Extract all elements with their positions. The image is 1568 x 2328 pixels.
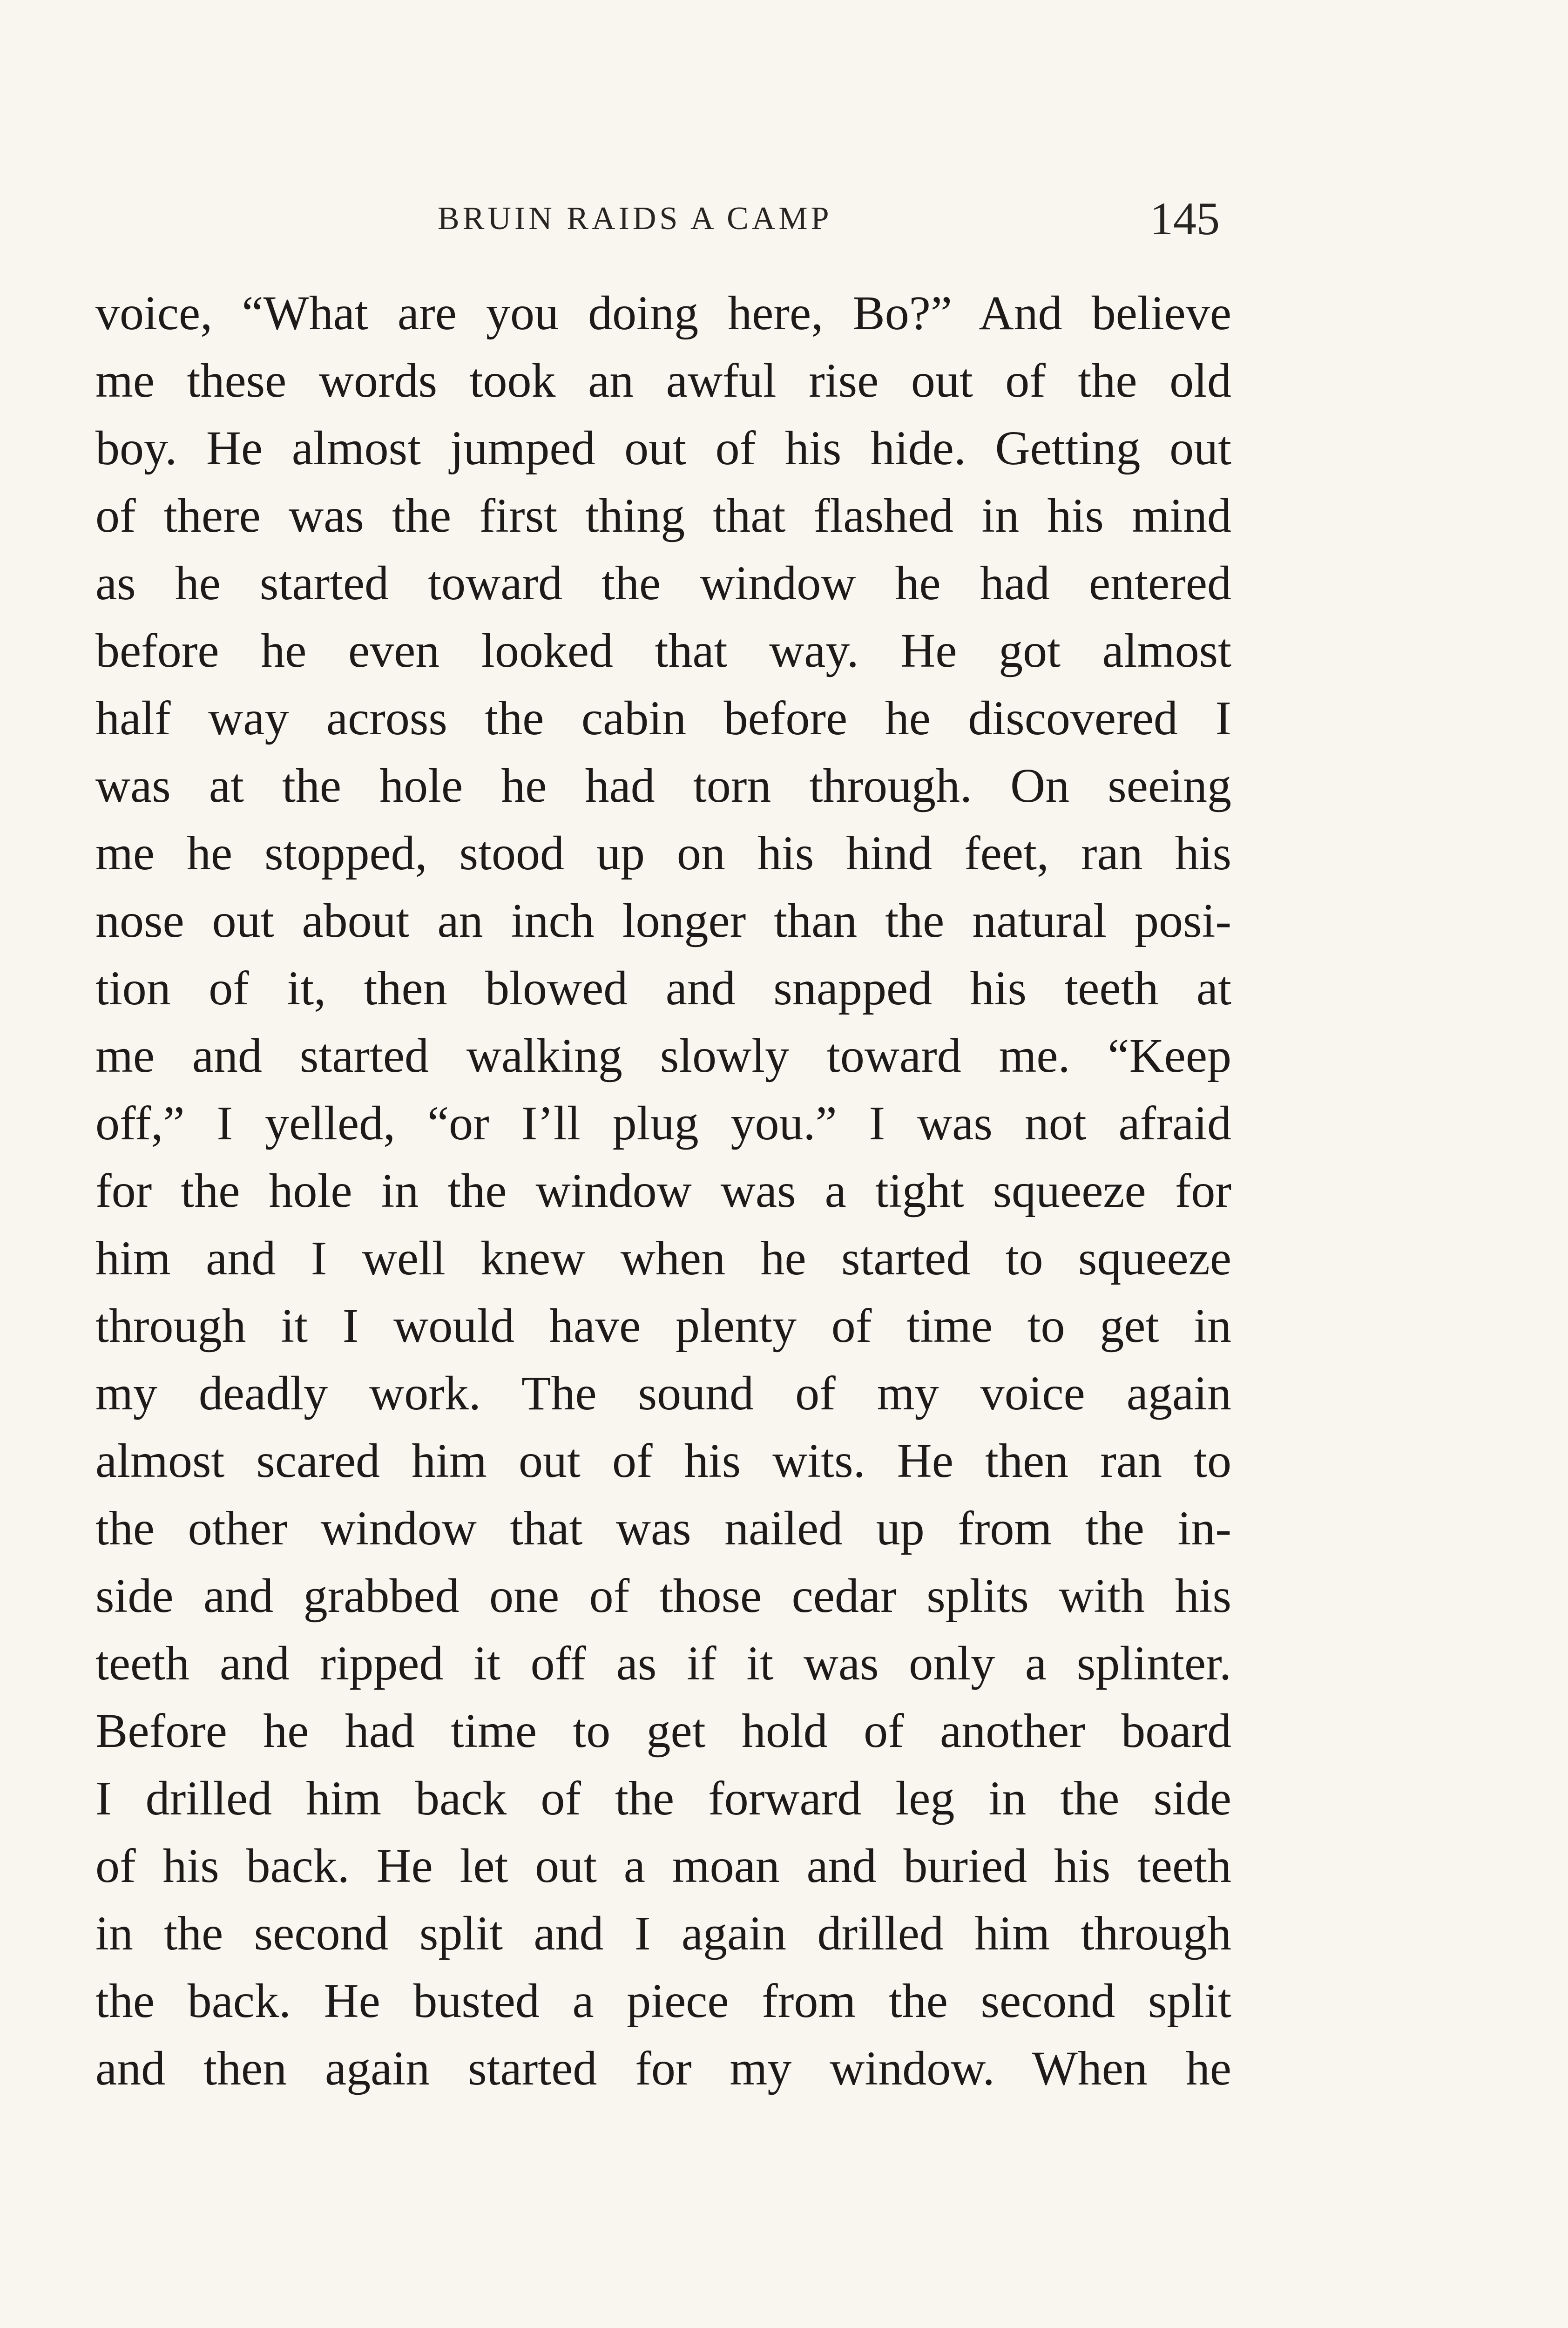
running-head <box>0 193 1568 251</box>
text-line: for the hole in the window was a tight squeeze for <box>95 1164 1231 1218</box>
text-line: Before he had time to get hold of another board <box>95 1704 1231 1758</box>
body-text <box>95 279 1231 2102</box>
text-line: off,” I yelled, “or I’ll plug you.” I was not afraid <box>95 1096 1231 1150</box>
running-title: BRUIN RAIDS A CAMP <box>438 201 832 237</box>
text-line: I drilled him back of the forward leg in the side <box>95 1772 1231 1825</box>
text-line: nose out about an inch longer than the natural posi- <box>95 894 1231 947</box>
text-line: me he stopped, stood up on his hind feet, ran his <box>95 826 1231 880</box>
text-line: him and I well knew when he started to squeeze <box>95 1232 1231 1285</box>
text-line: almost scared him out of his wits. He then ran to <box>95 1434 1231 1488</box>
text-line: half way across the cabin before he discovered I <box>95 691 1231 745</box>
page-number: 145 <box>1150 193 1220 244</box>
text-line: of there was the first thing that flashed in his mind <box>95 489 1231 542</box>
text-line: teeth and ripped it off as if it was only a splinter. <box>95 1637 1231 1690</box>
text-line: my deadly work. The sound of my voice again <box>95 1367 1231 1420</box>
text-line: boy. He almost jumped out of his hide. Getting out <box>95 421 1231 475</box>
text-line: the other window that was nailed up from the in- <box>95 1502 1231 1555</box>
text-line: before he even looked that way. He got almost <box>95 624 1231 677</box>
text-line: voice, “What are you doing here, Bo?” And believe <box>95 286 1231 340</box>
text-line: through it I would have plenty of time to get in <box>95 1299 1231 1353</box>
text-line: and then again started for my window. When he <box>95 2042 1231 2095</box>
text-line: side and grabbed one of those cedar splits with his <box>95 1569 1231 1623</box>
text-line: me and started walking slowly toward me. “Keep <box>95 1029 1231 1083</box>
text-line: in the second split and I again drilled him through <box>95 1907 1231 1960</box>
text-line: was at the hole he had torn through. On seeing <box>95 759 1231 812</box>
text-line: tion of it, then blowed and snapped his teeth at <box>95 961 1231 1015</box>
text-line: as he started toward the window he had entered <box>95 556 1231 610</box>
text-line: me these words took an awful rise out of the old <box>95 354 1231 407</box>
text-line: of his back. He let out a moan and buried his teeth <box>95 1839 1231 1893</box>
text-line: the back. He busted a piece from the second split <box>95 1974 1231 2028</box>
